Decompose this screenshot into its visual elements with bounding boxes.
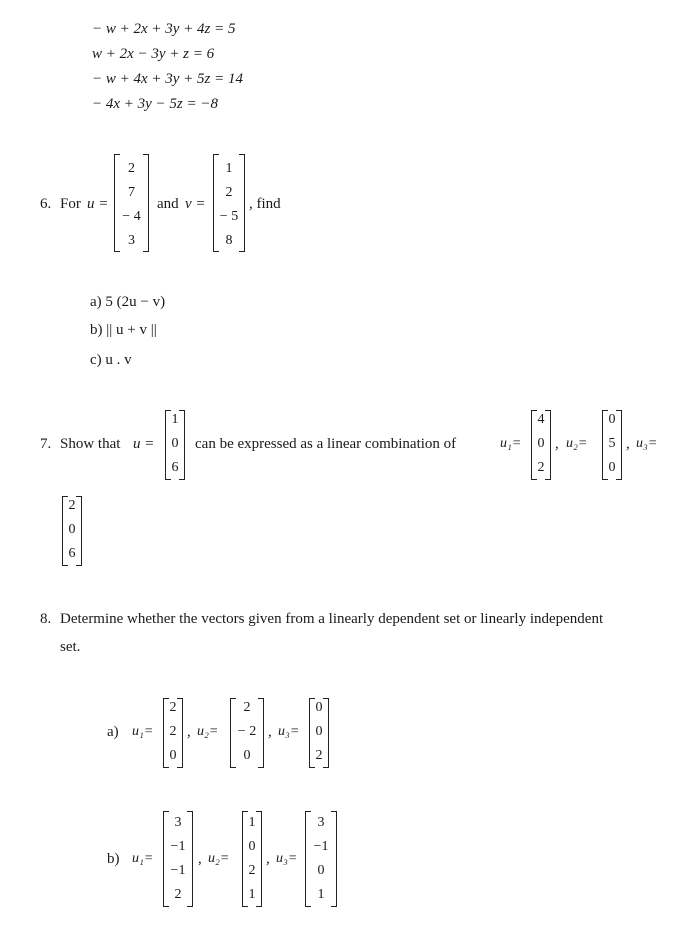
q8a-u2-label: u₂= (197, 724, 219, 739)
q8a-label: a) (107, 724, 119, 740)
q8b-u2-entry: 2 (248, 863, 256, 878)
q8b-u2-entry: 1 (248, 815, 256, 830)
q8b-u3-label: u₃= (276, 851, 298, 866)
q8b-u1-vector (163, 811, 193, 907)
q8b-u1-label: u₁= (132, 851, 154, 866)
q8a-comma: , (187, 724, 191, 740)
q6-v-var: v = (185, 196, 206, 212)
q8a-u1-entry: 0 (169, 748, 177, 763)
q6-u-var: u = (87, 196, 109, 212)
q6-v-entry: 8 (225, 233, 233, 248)
q7-u1-entry: 2 (537, 460, 545, 475)
q7-u-entry: 1 (171, 412, 179, 427)
q6-u-entry: − 4 (122, 209, 141, 224)
q6-u-entry: 2 (128, 161, 135, 176)
q7-u-var: u = (133, 436, 155, 452)
q7-comma: , (626, 436, 630, 452)
q8b-u1-entry: −1 (170, 863, 186, 878)
q8a-u2-vector (230, 698, 264, 768)
equation-4: − 4x + 3y − 5z = −8 (92, 96, 219, 112)
q6-v-vector (213, 154, 245, 252)
q6-v-entry: 2 (225, 185, 233, 200)
q6-v-entry: 1 (225, 161, 233, 176)
q8a-u1-vector (163, 698, 183, 768)
q8-number: 8. (40, 611, 52, 627)
q7-u3-label: u₃= (636, 436, 658, 451)
q8-line-2: set. (60, 639, 81, 655)
q7-u1-entry: 4 (537, 412, 545, 427)
q8b-u3-entry: −1 (313, 839, 329, 854)
q8a-u3-entry: 2 (315, 748, 323, 763)
q7-u-vector (165, 410, 185, 480)
q8a-u3-entry: 0 (315, 724, 323, 739)
q8a-comma: , (268, 724, 272, 740)
q6-u-entry: 3 (128, 233, 135, 248)
q8b-u2-entry: 1 (248, 887, 256, 902)
q7-u2-vector (602, 410, 622, 480)
equation-3: − w + 4x + 3y + 5z = 14 (92, 71, 244, 87)
q8b-u1-entry: 3 (174, 815, 182, 830)
q8b-u3-vector (305, 811, 337, 907)
q6-u-vector (114, 154, 149, 252)
q8b-u2-entry: 0 (248, 839, 256, 854)
q8b-u1-entry: −1 (170, 839, 186, 854)
q7-show-text: Show that (60, 436, 121, 452)
q7-u1-vector (531, 410, 551, 480)
q7-u3-entry: 6 (68, 546, 76, 561)
q7-u2-entry: 5 (608, 436, 616, 451)
q6-v-entry: − 5 (219, 209, 239, 224)
q6-u-entry: 7 (128, 185, 135, 200)
q6-find-text: , find (249, 196, 281, 212)
equation-1: − w + 2x + 3y + 4z = 5 (92, 21, 236, 37)
q6-and-text: and (157, 196, 179, 212)
q8a-u1-entry: 2 (169, 724, 177, 739)
q7-u1-label: u₁= (500, 436, 522, 451)
q6-for-text: For (60, 196, 81, 212)
q8b-u2-vector (242, 811, 262, 907)
q7-middle-text: can be expressed as a linear combination of (195, 436, 457, 452)
q7-number: 7. (40, 436, 52, 452)
q8a-u2-entry: − 2 (237, 724, 257, 739)
q8b-comma: , (266, 851, 270, 867)
equation-2: w + 2x − 3y + z = 6 (92, 46, 215, 62)
q6-part-c: c) u . v (90, 352, 132, 368)
q8a-u2-entry: 2 (243, 700, 251, 715)
q7-u3-entry: 2 (68, 498, 76, 513)
q7-u3-entry: 0 (68, 522, 76, 537)
q8a-u3-vector (309, 698, 329, 768)
q8b-label: b) (107, 851, 120, 867)
q7-u2-label: u₂= (566, 436, 588, 451)
q8b-comma: , (198, 851, 202, 867)
q8a-u3-label: u₃= (278, 724, 300, 739)
q6-part-b: b) || u + v || (90, 322, 157, 338)
q8a-u1-label: u₁= (132, 724, 154, 739)
q6-part-a: a) 5 (2u − v) (90, 294, 166, 310)
q7-u2-entry: 0 (608, 412, 616, 427)
q8b-u3-entry: 1 (317, 887, 325, 902)
q7-u-entry: 6 (171, 460, 179, 475)
q8a-u1-entry: 2 (169, 700, 177, 715)
q8b-u1-entry: 2 (174, 887, 182, 902)
q7-u1-entry: 0 (537, 436, 545, 451)
q7-u3-vector (62, 496, 82, 566)
q8-line-1: Determine whether the vectors given from a linearly dependent set or linearly independent (60, 611, 604, 627)
q7-comma: , (555, 436, 559, 452)
q6-number: 6. (40, 196, 52, 212)
q7-u2-entry: 0 (608, 460, 616, 475)
q8a-u3-entry: 0 (315, 700, 323, 715)
q7-u-entry: 0 (171, 436, 179, 451)
q8b-u3-entry: 0 (317, 863, 325, 878)
q8b-u3-entry: 3 (317, 815, 325, 830)
q8b-u2-label: u₂= (208, 851, 230, 866)
q8a-u2-entry: 0 (243, 748, 251, 763)
